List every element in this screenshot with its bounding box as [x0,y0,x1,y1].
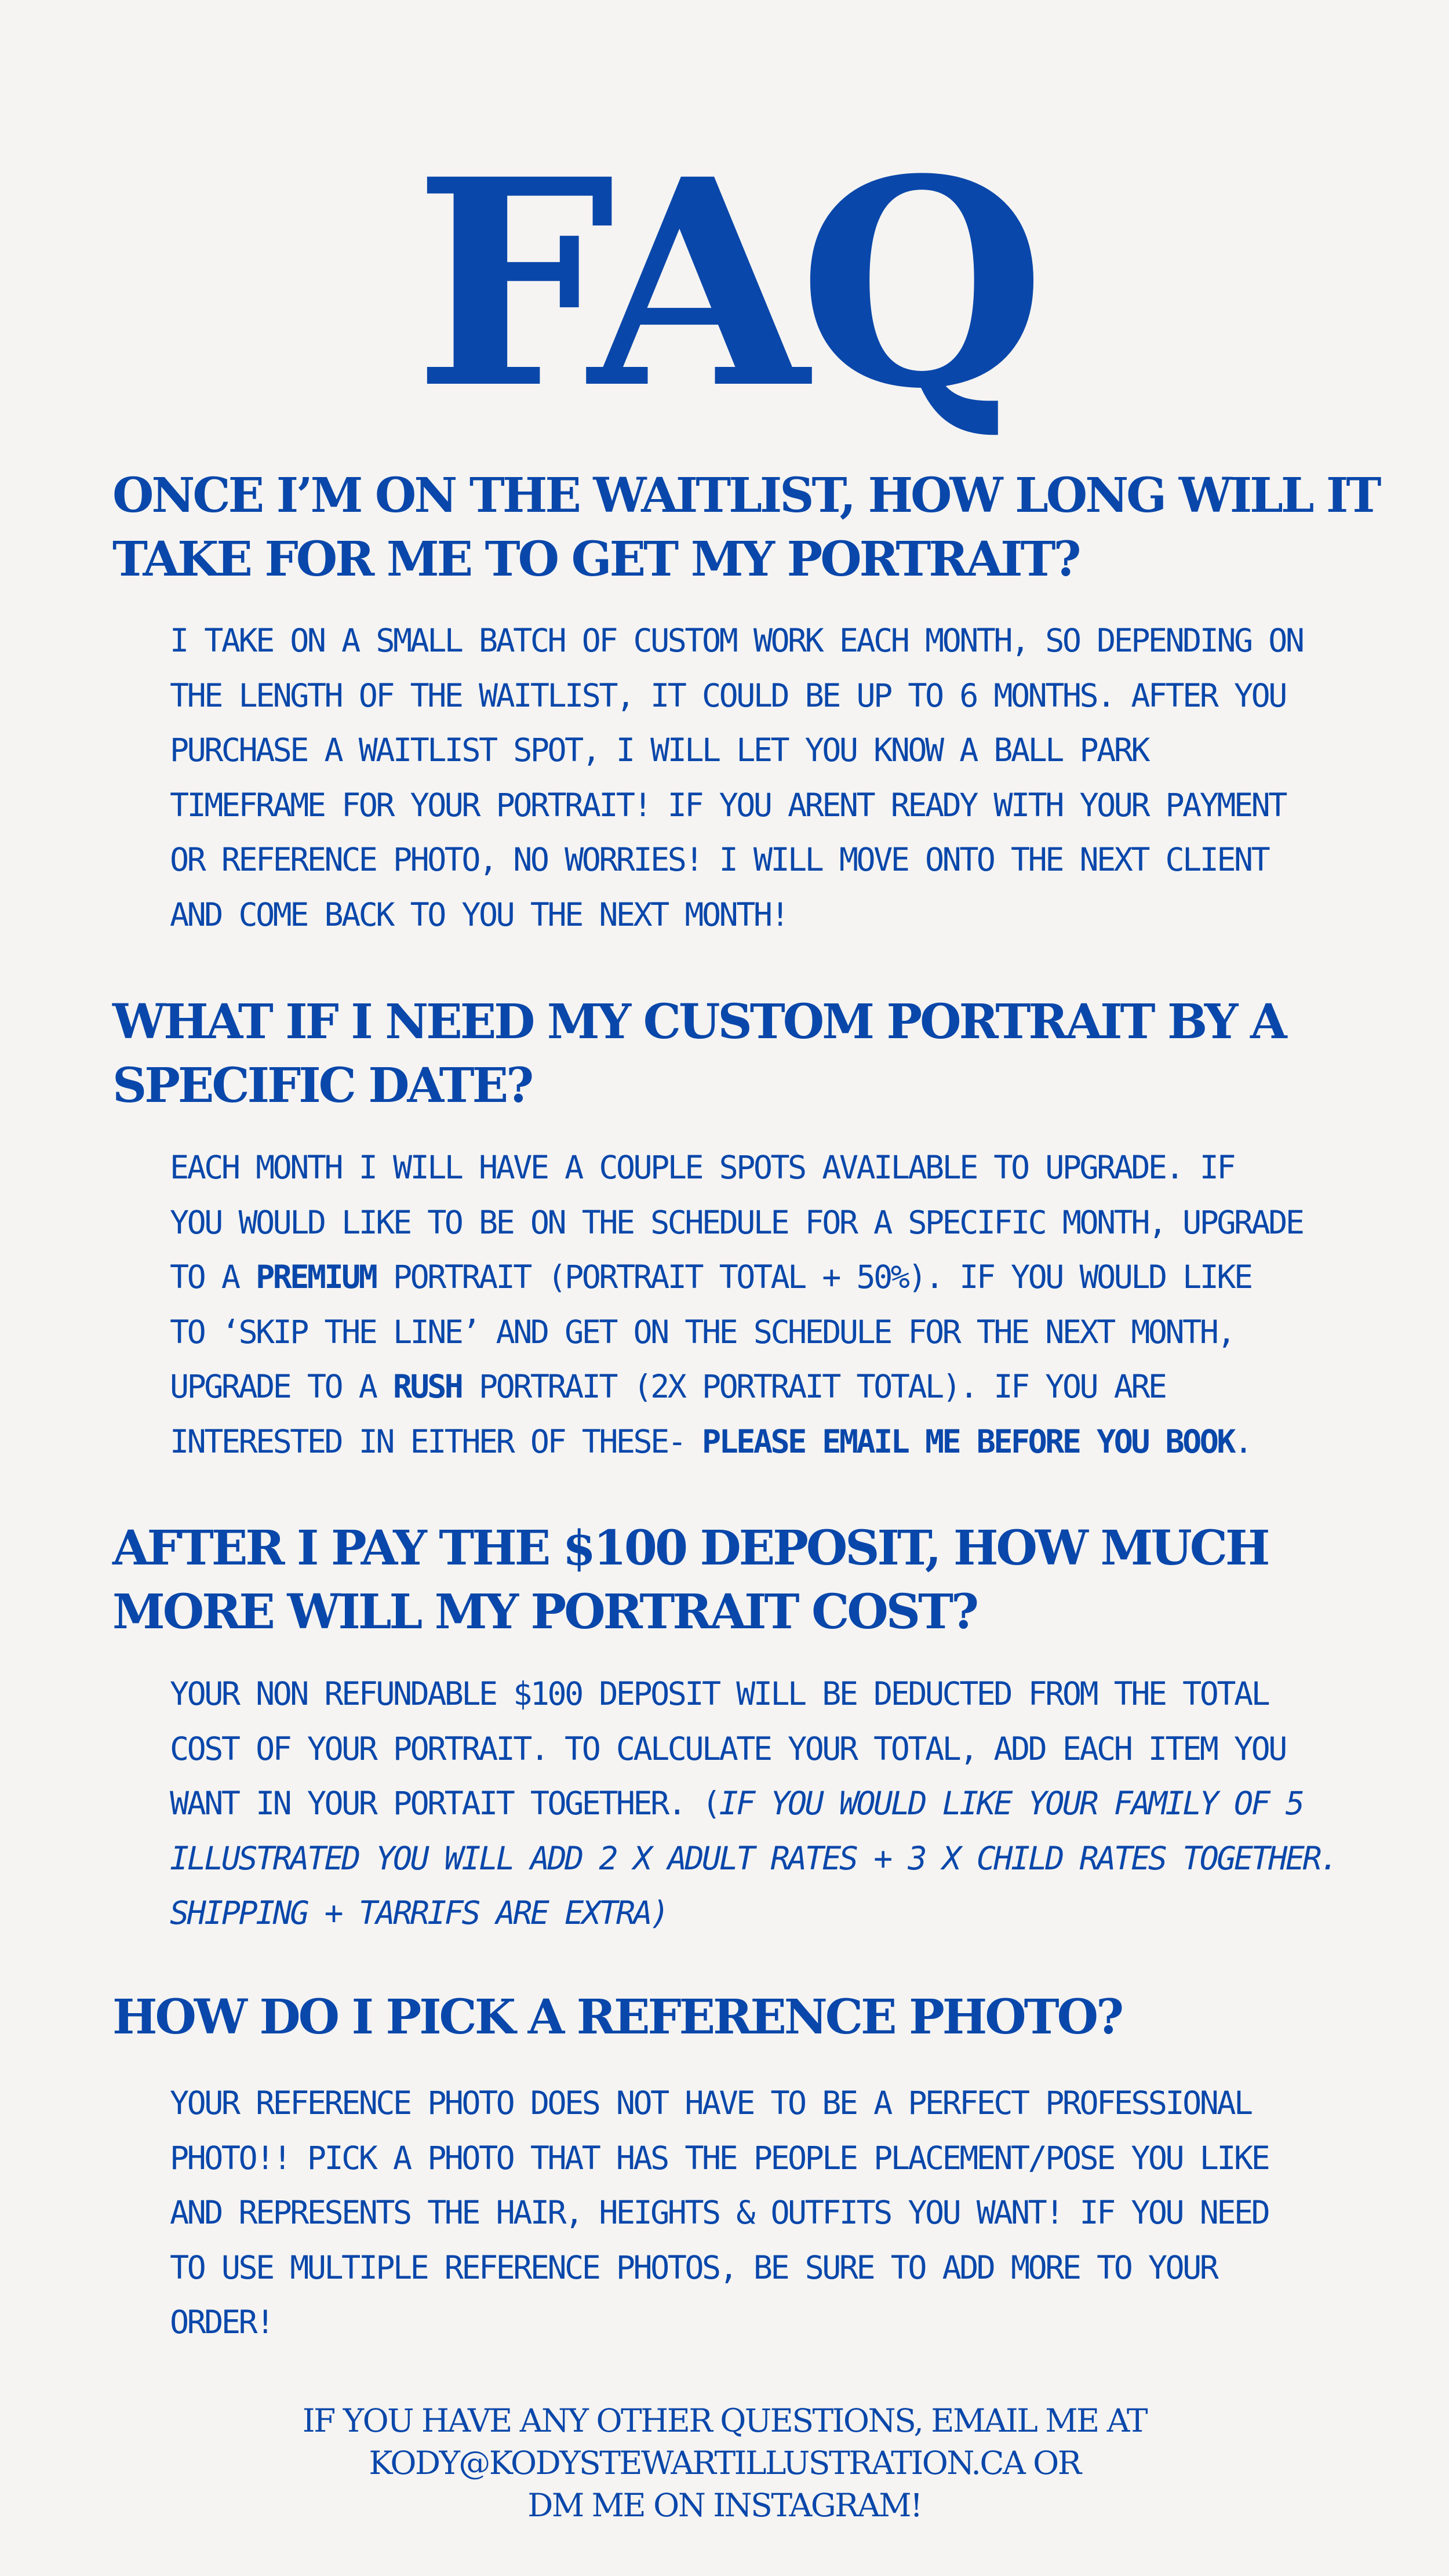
example-italic-text: IF YOU WOULD LIKE YOUR FAMILY OF 5 [719,1785,1303,1822]
answer-line: THE LENGTH OF THE WAITLIST, IT COULD BE UP TO 6 MONTHS. AFTER YOU [170,676,1286,714]
answer-line: YOUR NON REFUNDABLE $100 DEPOSIT WILL BE DEDUCTED FROM THE TOTAL [170,1675,1269,1712]
rush-emphasis: RUSH [392,1368,462,1405]
answer-line [170,1414,1416,1469]
faq-question-waitlist: ONCE I’M ON THE WAITLIST, HOW LONG WILL IT TAKE FOR ME TO GET MY PORTRAIT? [112,468,1379,587]
page-title: FAQ [413,117,1036,451]
faq-answer-deposit [170,1667,1416,1941]
answer-line: PHOTO!! PICK A PHOTO THAT HAS THE PEOPLE PLACEMENT/POSE YOU LIKE [170,2139,1269,2177]
answer-line [170,1776,1416,1831]
answer-text: PORTRAIT (2X PORTRAIT TOTAL). IF YOU ARE [461,1368,1166,1405]
faq-answer-waitlist [170,613,1416,942]
answer-text: UPGRADE TO A [170,1368,393,1405]
answer-line: AND COME BACK TO YOU THE NEXT MONTH! [170,896,788,933]
answer-line: TIMEFRAME FOR YOUR PORTRAIT! IF YOU ARENT READY WITH YOUR PAYMENT [170,786,1286,824]
example-italic-text: ILLUSTRATED YOU WILL ADD 2 X ADULT RATES + 3 X CHILD RATES TOGETHER. [170,1839,1337,1877]
email-before-booking-emphasis: PLEASE EMAIL ME BEFORE YOU BOOK [702,1422,1234,1460]
contact-email: KODY@KODYSTEWARTILLUSTRATION.CA OR [369,2444,1080,2482]
answer-line: OR REFERENCE PHOTO, NO WORRIES! I WILL MOVE ONTO THE NEXT CLIENT [170,841,1269,878]
answer-text: TO A [170,1258,256,1296]
faq-question-reference-photo: HOW DO I PICK A REFERENCE PHOTO? [112,1989,1122,2045]
premium-emphasis: PREMIUM [256,1258,376,1296]
answer-line: YOU WOULD LIKE TO BE ON THE SCHEDULE FOR A SPECIFIC MONTH, UPGRADE [170,1203,1303,1241]
answer-line: AND REPRESENTS THE HAIR, HEIGHTS & OUTFITS YOU WANT! IF YOU NEED [170,2194,1269,2231]
answer-line: TO ‘SKIP THE LINE’ AND GET ON THE SCHEDULE FOR THE NEXT MONTH, [170,1313,1234,1351]
footer-line: DM ME ON INSTAGRAM! [527,2487,922,2524]
example-italic-text: SHIPPING + TARRIFS ARE EXTRA) [170,1894,668,1931]
contact-footer [0,2400,1449,2527]
faq-question-deposit: AFTER I PAY THE $100 DEPOSIT, HOW MUCH MORE WILL MY PORTRAIT COST? [112,1520,1268,1640]
footer-line: IF YOU HAVE ANY OTHER QUESTIONS, EMAIL ME AT [302,2402,1147,2439]
faq-question-specific-date: WHAT IF I NEED MY CUSTOM PORTRAIT BY A SPECIFIC DATE? [112,994,1285,1114]
answer-line: TO USE MULTIPLE REFERENCE PHOTOS, BE SURE TO ADD MORE TO YOUR [170,2248,1217,2286]
answer-text: . [1234,1422,1251,1460]
answer-line [170,1250,1416,1305]
answer-line [170,1831,1416,1886]
answer-line: ORDER! [170,2304,273,2341]
answer-line: I TAKE ON A SMALL BATCH OF CUSTOM WORK EACH MONTH, SO DEPENDING ON [170,622,1303,659]
answer-line: COST OF YOUR PORTRAIT. TO CALCULATE YOUR TOTAL, ADD EACH ITEM YOU [170,1730,1286,1767]
answer-line: YOUR REFERENCE PHOTO DOES NOT HAVE TO BE A PERFECT PROFESSIONAL [170,2084,1251,2122]
answer-text: WANT IN YOUR PORTAIT TOGETHER. ( [170,1785,719,1822]
faq-answer-specific-date [170,1140,1416,1469]
answer-text: PORTRAIT (PORTRAIT TOTAL + 50%). IF YOU WOULD LIKE [376,1258,1251,1296]
answer-line: EACH MONTH I WILL HAVE A COUPLE SPOTS AVAILABLE TO UPGRADE. IF [170,1149,1234,1186]
answer-line: PURCHASE A WAITLIST SPOT, I WILL LET YOU KNOW A BALL PARK [170,732,1148,769]
answer-text: INTERESTED IN EITHER OF THESE- [170,1422,702,1460]
answer-line [170,1886,1416,1941]
faq-answer-reference-photo [170,2076,1416,2350]
answer-line [170,1359,1416,1414]
